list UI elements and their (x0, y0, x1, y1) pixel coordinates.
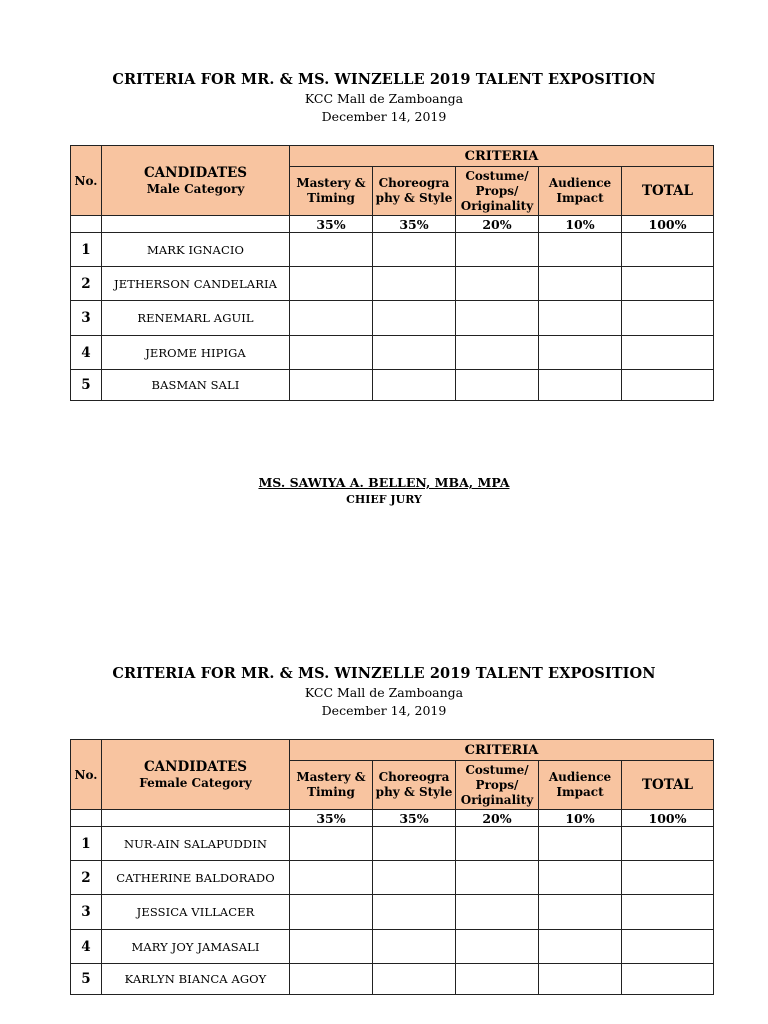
criterion-header-audience: Audience Impact (539, 167, 622, 216)
row-number: 3 (71, 301, 102, 336)
candidate-name: RENEMARL AGUIL (102, 301, 290, 336)
weight-mastery: 35% (290, 216, 373, 233)
criteria-header: CRITERIA (290, 740, 714, 761)
category-label: Male Category (146, 181, 245, 196)
score-cell[interactable] (539, 964, 622, 995)
row-number: 4 (71, 336, 102, 370)
score-cell[interactable] (290, 895, 373, 930)
venue-text: KCC Mall de Zamboanga (304, 685, 464, 700)
row-number: 2 (71, 861, 102, 895)
row-number: 1 (71, 827, 102, 861)
total-cell[interactable] (622, 861, 714, 895)
candidates-header (102, 740, 290, 810)
score-cell[interactable] (539, 233, 622, 267)
score-cell[interactable] (373, 267, 456, 301)
table-row (71, 964, 714, 995)
score-cell[interactable] (290, 930, 373, 964)
score-cell[interactable] (373, 861, 456, 895)
criteria-section-male (0, 70, 768, 393)
criterion-header-mastery: Mastery & Timing (290, 167, 373, 216)
weight-mastery: 35% (290, 810, 373, 827)
total-cell[interactable] (622, 827, 714, 861)
total-cell[interactable] (622, 336, 714, 370)
criterion-header-choreography: Choreogra phy & Style (373, 761, 456, 810)
score-cell[interactable] (290, 827, 373, 861)
total-cell[interactable] (622, 267, 714, 301)
score-cell[interactable] (373, 233, 456, 267)
jury-name: MS. SAWIYA A. BELLEN, MBA, MPA (258, 475, 510, 490)
section-heading (0, 70, 768, 126)
candidate-name: JETHERSON CANDELARIA (102, 267, 290, 301)
score-cell[interactable] (539, 370, 622, 401)
score-cell[interactable] (456, 861, 539, 895)
score-cell[interactable] (373, 895, 456, 930)
candidate-name: BASMAN SALI (102, 370, 290, 401)
table-row (71, 267, 714, 301)
score-cell[interactable] (290, 336, 373, 370)
blank-cell (102, 216, 290, 233)
candidate-name: JEROME HIPIGA (102, 336, 290, 370)
score-cell[interactable] (456, 301, 539, 336)
row-number: 3 (71, 895, 102, 930)
score-cell[interactable] (539, 930, 622, 964)
score-cell[interactable] (539, 301, 622, 336)
criterion-header-mastery: Mastery & Timing (290, 761, 373, 810)
score-cell[interactable] (456, 930, 539, 964)
criteria-table-female (70, 739, 714, 995)
score-cell[interactable] (456, 336, 539, 370)
score-cell[interactable] (539, 827, 622, 861)
score-cell[interactable] (539, 895, 622, 930)
score-cell[interactable] (456, 370, 539, 401)
candidates-header (102, 146, 290, 216)
blank-cell (102, 810, 290, 827)
candidate-name: MARY JOY JAMASALI (102, 930, 290, 964)
weight-choreography: 35% (373, 810, 456, 827)
score-cell[interactable] (456, 267, 539, 301)
score-cell[interactable] (290, 861, 373, 895)
row-number: 5 (71, 964, 102, 995)
criteria-section-female (0, 664, 768, 987)
date-text: December 14, 2019 (321, 109, 447, 124)
table-row (71, 336, 714, 370)
criterion-header-audience: Audience Impact (539, 761, 622, 810)
score-cell[interactable] (539, 861, 622, 895)
total-cell[interactable] (622, 930, 714, 964)
candidate-name: JESSICA VILLACER (102, 895, 290, 930)
score-cell[interactable] (290, 301, 373, 336)
row-number: 4 (71, 930, 102, 964)
venue-text: KCC Mall de Zamboanga (304, 91, 464, 106)
criterion-header-costume: Costume/ Props/ Originality (456, 167, 539, 216)
score-cell[interactable] (373, 930, 456, 964)
total-cell[interactable] (622, 370, 714, 401)
score-cell[interactable] (456, 964, 539, 995)
document-title: CRITERIA FOR MR. & MS. WINZELLE 2019 TALENT EXPOSITION (112, 665, 656, 682)
blank-cell (71, 810, 102, 827)
criteria-header: CRITERIA (290, 146, 714, 167)
score-cell[interactable] (373, 336, 456, 370)
jury-signature-block (0, 474, 768, 508)
weight-total: 100% (622, 810, 714, 827)
candidate-name: KARLYN BIANCA AGOY (102, 964, 290, 995)
weight-total: 100% (622, 216, 714, 233)
table-row (71, 895, 714, 930)
table-row (71, 233, 714, 267)
total-cell[interactable] (622, 301, 714, 336)
score-cell[interactable] (373, 827, 456, 861)
row-number: 5 (71, 370, 102, 401)
table-row (71, 861, 714, 895)
score-cell[interactable] (290, 370, 373, 401)
score-cell[interactable] (290, 233, 373, 267)
score-cell[interactable] (373, 370, 456, 401)
table-row (71, 301, 714, 336)
candidates-header-label: CANDIDATES (143, 758, 248, 775)
score-cell[interactable] (290, 267, 373, 301)
candidate-name: CATHERINE BALDORADO (102, 861, 290, 895)
weight-audience: 10% (539, 810, 622, 827)
criteria-table-male (70, 145, 714, 401)
jury-role: CHIEF JURY (346, 493, 422, 506)
candidates-header-label: CANDIDATES (143, 164, 248, 181)
date-text: December 14, 2019 (321, 703, 447, 718)
section-heading (0, 664, 768, 720)
row-number: 1 (71, 233, 102, 267)
score-cell[interactable] (539, 336, 622, 370)
score-cell[interactable] (456, 827, 539, 861)
candidate-name: NUR-AIN SALAPUDDIN (102, 827, 290, 861)
total-cell[interactable] (622, 964, 714, 995)
no-header: No. (71, 740, 102, 810)
score-cell[interactable] (539, 267, 622, 301)
total-header: TOTAL (622, 761, 714, 810)
score-cell[interactable] (456, 233, 539, 267)
candidate-name: MARK IGNACIO (102, 233, 290, 267)
criterion-header-choreography: Choreogra phy & Style (373, 167, 456, 216)
score-cell[interactable] (290, 964, 373, 995)
weight-costume: 20% (456, 216, 539, 233)
table-row (71, 827, 714, 861)
score-cell[interactable] (373, 964, 456, 995)
row-number: 2 (71, 267, 102, 301)
total-header: TOTAL (622, 167, 714, 216)
score-cell[interactable] (456, 895, 539, 930)
weight-costume: 20% (456, 810, 539, 827)
criterion-header-costume: Costume/ Props/ Originality (456, 761, 539, 810)
category-label: Female Category (139, 775, 252, 790)
no-header: No. (71, 146, 102, 216)
document-title: CRITERIA FOR MR. & MS. WINZELLE 2019 TALENT EXPOSITION (112, 71, 656, 88)
total-cell[interactable] (622, 895, 714, 930)
table-row (71, 930, 714, 964)
table-row (71, 370, 714, 401)
blank-cell (71, 216, 102, 233)
weight-choreography: 35% (373, 216, 456, 233)
total-cell[interactable] (622, 233, 714, 267)
weight-audience: 10% (539, 216, 622, 233)
score-cell[interactable] (373, 301, 456, 336)
